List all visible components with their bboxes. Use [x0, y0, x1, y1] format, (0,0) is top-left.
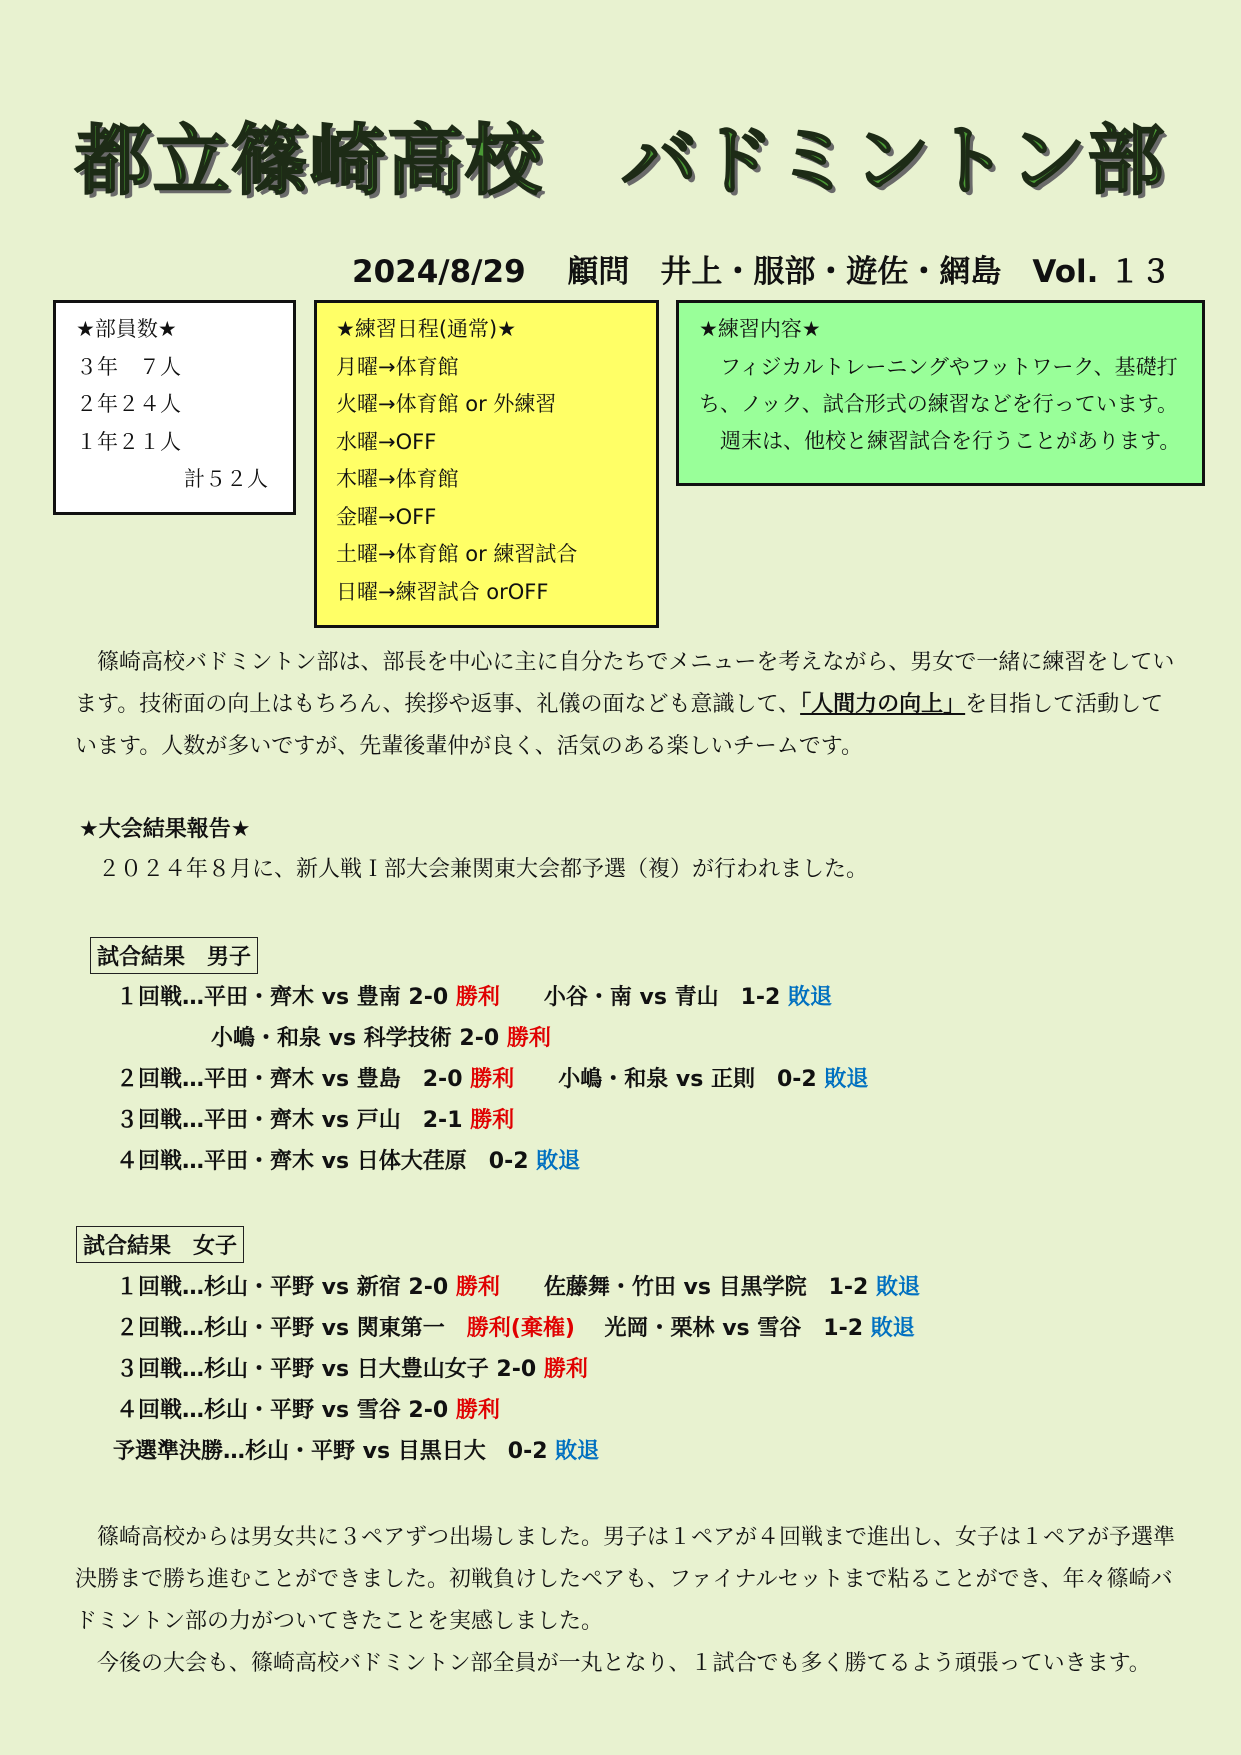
- girls-result-row: [116, 1393, 500, 1424]
- win-badge: 勝利: [543, 1357, 588, 1382]
- members-total: 計５２人: [184, 467, 268, 491]
- match-text: 小嶋・和泉 vs 正則 0-2: [514, 1067, 825, 1092]
- report-line: ２０２４年８月に、新人戦Ｉ部大会兼関東大会都予選（複）が行われました。: [98, 857, 869, 882]
- win-badge: 勝利(棄権): [466, 1316, 575, 1341]
- win-badge: 勝利: [455, 985, 500, 1010]
- report-heading: ★大会結果報告★: [79, 817, 251, 842]
- girls-result-row: [113, 1434, 599, 1465]
- match-text: １回戦…平田・齊木 vs 豊南 2-0: [116, 985, 456, 1010]
- content-heading: ★練習内容★: [699, 317, 821, 341]
- girls-result-row: [116, 1270, 920, 1301]
- intro-highlight: 「人間力の向上」: [800, 692, 966, 717]
- members-box: [53, 300, 296, 515]
- match-text: 佐藤舞・竹田 vs 目黒学院 1-2: [499, 1275, 877, 1300]
- match-text: ２回戦…杉山・平野 vs 関東第一: [116, 1316, 467, 1341]
- summary-paragraph: 篠崎高校からは男女共に３ペアずつ出場しました。男子は１ペアが４回戦まで進出し、女子は１ペアが予選準決勝まで勝ち進むことができました。初戦負けしたペアも、ファイナルセットまで粘ることができ、年々篠崎バドミントン部の力がついてきたことを実感しました。: [75, 1525, 1176, 1634]
- content-paragraph: 週末は、他校と練習試合を行うことがあります。: [699, 428, 1181, 453]
- boys-result-row: [116, 980, 832, 1011]
- intro-paragraph: [75, 642, 1175, 768]
- practice-content-box: [676, 300, 1205, 486]
- win-badge: 勝利: [470, 1108, 515, 1133]
- schedule-row: 土曜→体育館 or 練習試合: [336, 542, 578, 566]
- members-heading: ★部員数★: [76, 317, 177, 341]
- page-title: 都立篠崎高校 バドミントン部: [75, 116, 1166, 205]
- match-text: ３回戦…平田・齊木 vs 戸山 2-1: [116, 1108, 471, 1133]
- boys-result-row: [211, 1021, 551, 1052]
- boys-result-row: [116, 1062, 868, 1093]
- schedule-row: 日曜→練習試合 orOFF: [336, 579, 549, 604]
- match-text: ３回戦…杉山・平野 vs 日大豊山女子 2-0: [116, 1357, 544, 1382]
- boys-result-row: [116, 1144, 580, 1175]
- content-paragraph: フィジカルトレーニングやフットワーク、基礎打ち、ノック、試合形式の練習などを行っています。: [699, 354, 1179, 416]
- loss-badge: 敗退: [870, 1316, 915, 1341]
- intro-text: 篠崎高校バドミントン部は、部長を中心に主に自分たちでメニューを考えながら、男女で一緒に練習をしています。技術面の向上はもちろん、挨拶や返事、礼儀の面なども意識して、: [75, 650, 1175, 717]
- members-row: ２年２４人: [76, 392, 181, 416]
- members-row: ３年 ７人: [76, 354, 181, 379]
- girls-result-row: [116, 1311, 915, 1342]
- loss-badge: 敗退: [536, 1149, 581, 1174]
- schedule-row: 火曜→体育館 or 外練習: [336, 392, 557, 416]
- schedule-row: 水曜→OFF: [336, 429, 437, 454]
- match-text: ４回戦…杉山・平野 vs 雪谷 2-0: [116, 1398, 456, 1423]
- schedule-box: [314, 300, 659, 628]
- loss-badge: 敗退: [788, 985, 833, 1010]
- win-badge: 勝利: [455, 1398, 500, 1423]
- win-badge: 勝利: [470, 1067, 515, 1092]
- intro-text: を目指して活動しています。人数が多いですが、先輩後輩仲が良く、活気のある楽しいチームです。: [75, 692, 1164, 759]
- loss-badge: 敗退: [876, 1275, 921, 1300]
- match-text: 小嶋・和泉 vs 科学技術 2-0: [211, 1026, 507, 1051]
- win-badge: 勝利: [455, 1275, 500, 1300]
- match-text: ４回戦…平田・齊木 vs 日体大荏原 0-2: [116, 1149, 537, 1174]
- win-badge: 勝利: [506, 1026, 551, 1051]
- schedule-row: 月曜→体育館: [336, 354, 459, 379]
- members-row: １年２１人: [76, 429, 181, 454]
- match-text: 小谷・南 vs 青山 1-2: [499, 985, 789, 1010]
- summary-section: [75, 1517, 1175, 1685]
- match-text: 光岡・栗林 vs 雪谷 1-2: [574, 1316, 871, 1341]
- loss-badge: 敗退: [555, 1439, 600, 1464]
- girls-results-label: 試合結果 女子: [76, 1226, 244, 1263]
- girls-result-row: [116, 1352, 588, 1383]
- schedule-heading: ★練習日程(通常)★: [336, 317, 517, 341]
- match-text: １回戦…杉山・平野 vs 新宿 2-0: [116, 1275, 456, 1300]
- match-text: 予選準決勝…杉山・平野 vs 目黒日大 0-2: [113, 1439, 556, 1464]
- boys-result-row: [116, 1103, 514, 1134]
- boys-results-label: 試合結果 男子: [90, 937, 258, 974]
- summary-paragraph: 今後の大会も、篠崎高校バドミントン部全員が一丸となり、１試合でも多く勝てるよう頑張っていきます。: [75, 1651, 1151, 1676]
- issue-info: 2024/8/29 顧問 井上・服部・遊佐・網島 Vol. １３: [352, 254, 1172, 290]
- schedule-row: 金曜→OFF: [336, 504, 437, 529]
- match-text: ２回戦…平田・齊木 vs 豊島 2-0: [116, 1067, 471, 1092]
- loss-badge: 敗退: [824, 1067, 869, 1092]
- schedule-row: 木曜→体育館: [336, 467, 459, 491]
